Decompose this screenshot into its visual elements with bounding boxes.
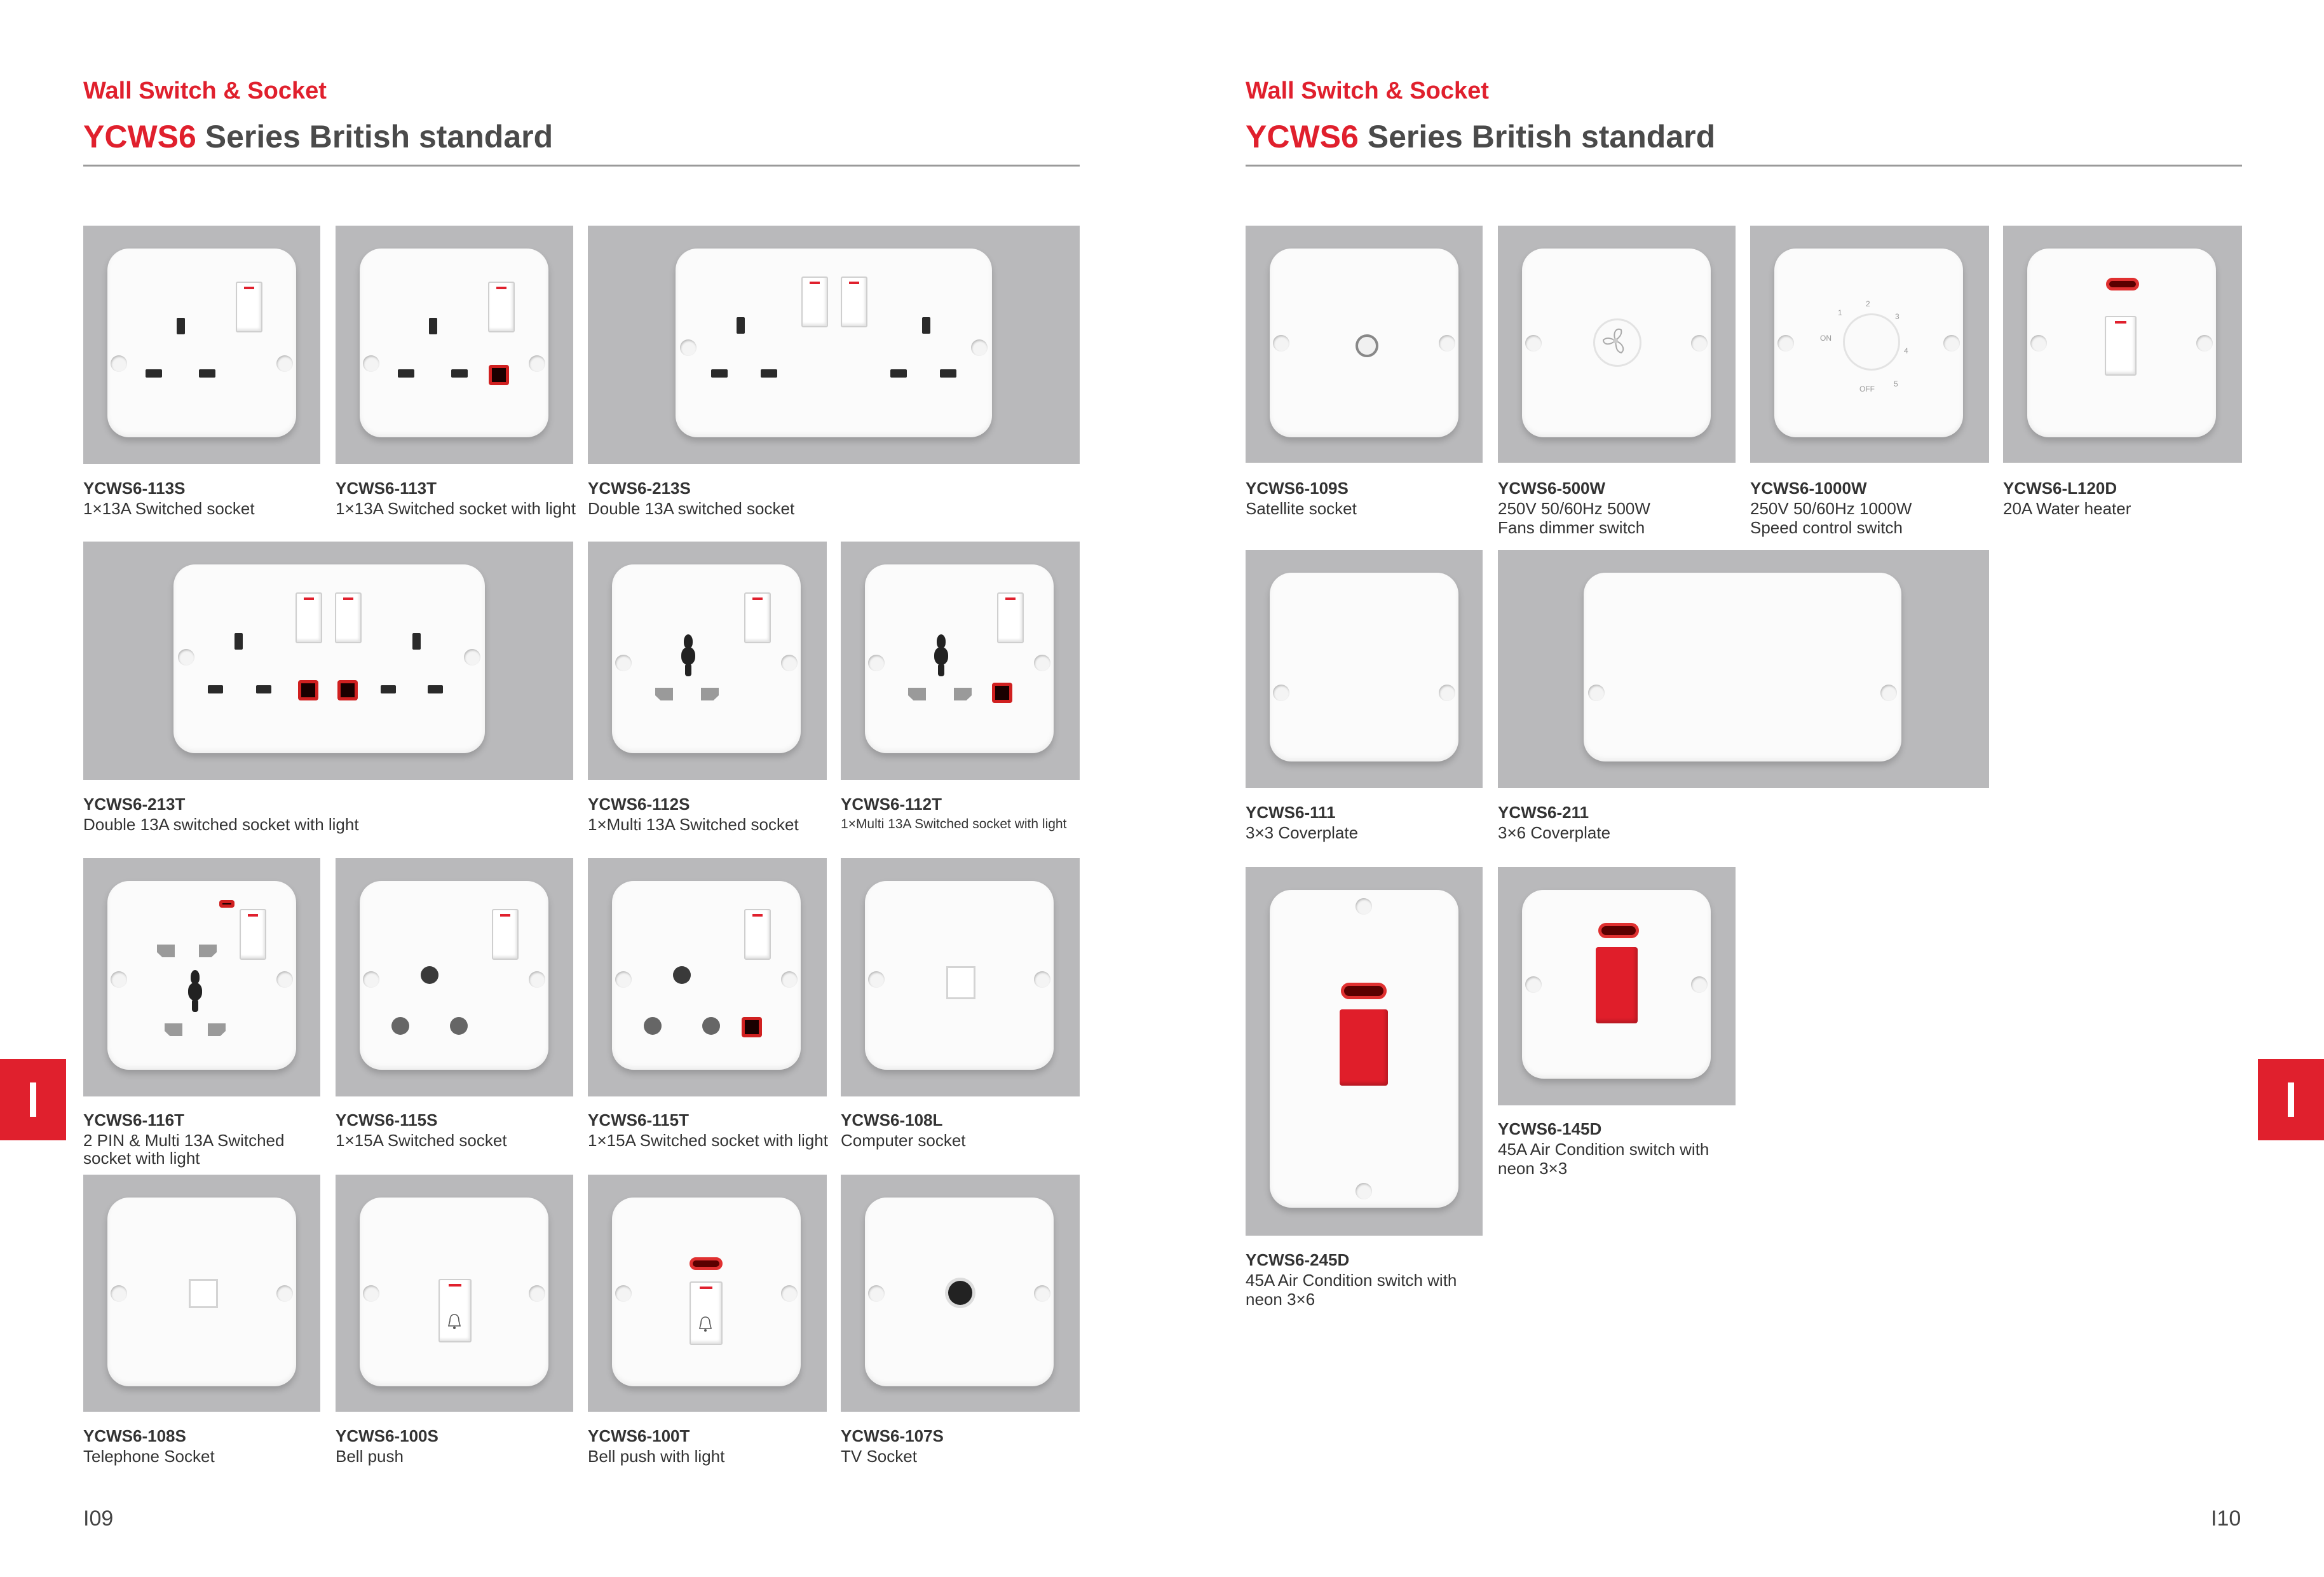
live-pin-slot [398, 369, 414, 378]
earth-pin-slot [429, 318, 437, 334]
product-label: YCWS6-113S 1×13A Switched socket [83, 479, 255, 518]
neutral-pin-slot [428, 685, 443, 693]
product-image-112s [588, 542, 827, 780]
series-code: YCWS6 [83, 119, 196, 154]
series-title: Series British standard [1367, 119, 1716, 154]
dial-mark: 2 [1866, 299, 1870, 308]
round-earth-hole [421, 966, 438, 984]
product-label: YCWS6-107S TV Socket [841, 1426, 944, 1466]
screw [1034, 655, 1050, 671]
screw [178, 649, 194, 666]
neon-indicator [2106, 278, 2139, 290]
product-image-l120d [2003, 226, 2242, 463]
product-label: YCWS6-100S Bell push [336, 1426, 438, 1466]
socket-plate [1522, 249, 1711, 437]
live-pin-slot [208, 685, 223, 693]
socket-plate [612, 564, 801, 753]
socket-plate [2027, 249, 2216, 437]
series-title: Series British standard [205, 119, 554, 154]
rocker-switch [997, 592, 1024, 643]
screw [1525, 335, 1542, 352]
product-label: YCWS6-1000W 250V 50/60Hz 1000W Speed control switch [1750, 479, 1912, 537]
bell-push-button [690, 1281, 723, 1345]
product-label: YCWS6-100T Bell push with light [588, 1426, 725, 1466]
screw [868, 1285, 885, 1302]
product-image-500w [1498, 226, 1736, 463]
screw [276, 971, 293, 988]
socket-plate [1774, 249, 1963, 437]
socket-plate [1522, 890, 1711, 1079]
screw [1880, 685, 1897, 701]
product-image-1000w [1750, 226, 1989, 463]
series-code: YCWS6 [1246, 119, 1359, 154]
socket-plate [676, 249, 992, 437]
earth-pin-slot [412, 633, 421, 650]
screw [363, 971, 379, 988]
round-live-hole [391, 1017, 409, 1035]
product-label: YCWS6-108S Telephone Socket [83, 1426, 215, 1466]
product-label: YCWS6-115T 1×15A Switched socket with light [588, 1110, 828, 1150]
rocker-switch [335, 592, 362, 643]
socket-plate [612, 881, 801, 1070]
screw [1777, 335, 1794, 352]
socket-plate [1270, 573, 1458, 761]
product-image-100s [336, 1175, 573, 1412]
screw [111, 1285, 127, 1302]
screw [1356, 898, 1372, 915]
screw [1943, 335, 1960, 352]
screw [1439, 335, 1455, 352]
neutral-pin-slot [256, 685, 271, 693]
multi-live-slot [165, 1023, 182, 1036]
category-heading: Wall Switch & Socket [83, 78, 327, 104]
screw [529, 355, 545, 372]
product-label: YCWS6-108L Computer socket [841, 1110, 966, 1150]
neon-indicator [1598, 923, 1639, 938]
screw [1691, 976, 1708, 993]
red-rocker-switch [1340, 1009, 1388, 1086]
red-rocker-switch [1596, 947, 1638, 1023]
neon-indicator [690, 1257, 723, 1270]
neon-indicator [742, 1017, 762, 1037]
neon-indicator [219, 900, 234, 908]
socket-plate [612, 1198, 801, 1386]
dial-mark: 3 [1895, 312, 1899, 321]
screw [1273, 685, 1289, 701]
earth-pin-slot [234, 633, 243, 650]
socket-plate [1270, 890, 1458, 1208]
screw [971, 339, 988, 356]
multi-neutral-slot [701, 688, 719, 700]
rocker-switch [488, 282, 515, 332]
rocker-switch [841, 276, 867, 327]
product-image-245d [1246, 867, 1483, 1236]
rocker-switch [240, 909, 266, 960]
rocker-switch [296, 592, 322, 643]
screw [781, 1285, 798, 1302]
product-label: YCWS6-L120D 20A Water heater [2003, 479, 2131, 518]
product-label: YCWS6-145D 45A Air Condition switch with neon 3×3 [1498, 1119, 1709, 1178]
socket-plate [1584, 573, 1901, 761]
screw [615, 655, 632, 671]
neon-indicator [992, 683, 1012, 703]
rocker-switch [744, 592, 771, 643]
product-image-108l [841, 858, 1080, 1096]
screw [111, 971, 127, 988]
product-label: YCWS6-116T 2 PIN & Multi 13A Switched socket with light [83, 1110, 285, 1168]
product-label: YCWS6-115S 1×15A Switched socket [336, 1110, 507, 1150]
coax-port [948, 1281, 972, 1305]
dial-mark: 4 [1904, 346, 1908, 355]
screw [615, 1285, 632, 1302]
round-earth-hole [673, 966, 691, 984]
product-label: YCWS6-213S Double 13A switched socket [588, 479, 795, 518]
product-image-145d [1498, 867, 1736, 1105]
socket-plate [865, 564, 1054, 753]
rocker-switch [801, 276, 828, 327]
fan-dimmer-knob [1593, 318, 1641, 367]
two-pin-slot [199, 945, 217, 957]
neon-indicator [1341, 983, 1387, 999]
earth-pin-slot [922, 317, 930, 334]
neon-indicator [298, 680, 318, 700]
section-tab [0, 1059, 66, 1140]
product-label: YCWS6-113T 1×13A Switched socket with light [336, 479, 576, 518]
screw [363, 355, 379, 372]
neutral-pin-slot [940, 369, 956, 378]
live-pin-slot [146, 369, 162, 378]
screw [781, 655, 798, 671]
screw [2030, 335, 2047, 352]
socket-plate [865, 1198, 1054, 1386]
product-image-213t [83, 542, 573, 780]
socket-plate [107, 1198, 296, 1386]
rocker-switch [236, 282, 262, 332]
neutral-pin-slot [761, 369, 777, 378]
dial-mark-on: ON [1820, 334, 1831, 343]
series-heading [1246, 118, 1715, 155]
socket-plate [107, 249, 296, 437]
product-label: YCWS6-109S Satellite socket [1246, 479, 1357, 518]
product-image-113t [336, 226, 573, 464]
product-image-115s [336, 858, 573, 1096]
rj45-port [946, 966, 975, 999]
product-label: YCWS6-245D 45A Air Condition switch with neon 3×6 [1246, 1250, 1457, 1309]
screw [1588, 685, 1605, 701]
header-divider [83, 165, 1080, 167]
right-page [1162, 0, 2324, 1577]
socket-plate [360, 881, 548, 1070]
speed-control-knob [1843, 313, 1900, 371]
round-live-hole [644, 1017, 662, 1035]
product-image-211 [1498, 550, 1989, 788]
multi-neutral-slot [208, 1023, 226, 1036]
fan-icon [1593, 318, 1638, 363]
screw [2196, 335, 2213, 352]
rocker-switch [2105, 316, 2137, 376]
screw [1356, 1183, 1372, 1199]
product-image-213s [588, 226, 1080, 464]
earth-pin-slot [177, 318, 185, 334]
socket-plate [360, 249, 548, 437]
live-pin-slot [711, 369, 728, 378]
bell-icon [445, 1312, 464, 1331]
screw [276, 1285, 293, 1302]
product-label: YCWS6-213T Double 13A switched socket with light [83, 795, 359, 834]
screw [276, 355, 293, 372]
bell-icon [696, 1314, 715, 1334]
series-heading [83, 118, 553, 155]
earth-pin-slot [737, 317, 745, 334]
product-label: YCWS6-112T 1×Multi 13A Switched socket with light [841, 795, 1067, 831]
header-divider [1246, 165, 2242, 167]
screw [529, 971, 545, 988]
screw [868, 971, 885, 988]
multi-live-slot [908, 688, 926, 700]
product-image-108s [83, 1175, 320, 1412]
screw [363, 1285, 379, 1302]
page-number: I09 [83, 1506, 114, 1531]
product-image-100t [588, 1175, 827, 1412]
section-tab [2258, 1059, 2324, 1140]
product-image-107s [841, 1175, 1080, 1412]
product-image-111 [1246, 550, 1483, 788]
product-image-116t [83, 858, 320, 1096]
socket-plate [865, 881, 1054, 1070]
section-tab-glyph [30, 1082, 36, 1117]
product-image-109s [1246, 226, 1483, 463]
screw [680, 339, 697, 356]
multi-earth-slot [182, 970, 208, 1014]
product-label: YCWS6-111 3×3 Coverplate [1246, 803, 1359, 842]
screw [615, 971, 632, 988]
round-neutral-hole [702, 1017, 720, 1035]
multi-live-slot [655, 688, 673, 700]
screw [111, 355, 127, 372]
screw [1034, 971, 1050, 988]
rocker-switch [744, 909, 771, 960]
rocker-switch [492, 909, 519, 960]
neon-indicator [337, 680, 358, 700]
screw [1034, 1285, 1050, 1302]
dial-mark: 5 [1894, 379, 1898, 388]
neutral-pin-slot [199, 369, 215, 378]
screw [868, 655, 885, 671]
section-tab-glyph [2288, 1082, 2294, 1117]
neon-indicator [489, 365, 509, 385]
round-neutral-hole [450, 1017, 468, 1035]
neutral-pin-slot [451, 369, 468, 378]
product-image-113s [83, 226, 320, 464]
dial-mark: 1 [1838, 308, 1842, 317]
screw [781, 971, 798, 988]
product-label: YCWS6-112S 1×Multi 13A Switched socket [588, 795, 799, 834]
screw [1273, 335, 1289, 352]
dial-mark-off: OFF [1859, 385, 1875, 393]
screw [464, 649, 480, 666]
socket-plate [173, 564, 485, 753]
socket-plate [360, 1198, 548, 1386]
product-image-112t [841, 542, 1080, 780]
screw [529, 1285, 545, 1302]
multi-neutral-slot [954, 688, 972, 700]
product-label: YCWS6-211 3×6 Coverplate [1498, 803, 1611, 842]
rj11-port [189, 1279, 218, 1308]
multi-earth-slot [928, 634, 954, 679]
two-pin-slot [157, 945, 175, 957]
screw [1525, 976, 1542, 993]
satellite-f-connector [1356, 334, 1378, 357]
page-number: I10 [2211, 1506, 2241, 1531]
screw [1691, 335, 1708, 352]
socket-plate [107, 881, 296, 1070]
live-pin-slot [890, 369, 907, 378]
product-label: YCWS6-500W 250V 50/60Hz 500W Fans dimmer switch [1498, 479, 1650, 537]
socket-plate [1270, 249, 1458, 437]
multi-earth-slot [676, 634, 701, 679]
product-image-115t [588, 858, 827, 1096]
category-heading: Wall Switch & Socket [1246, 78, 1489, 104]
screw [1439, 685, 1455, 701]
bell-push-button [438, 1279, 472, 1342]
live-pin-slot [381, 685, 396, 693]
